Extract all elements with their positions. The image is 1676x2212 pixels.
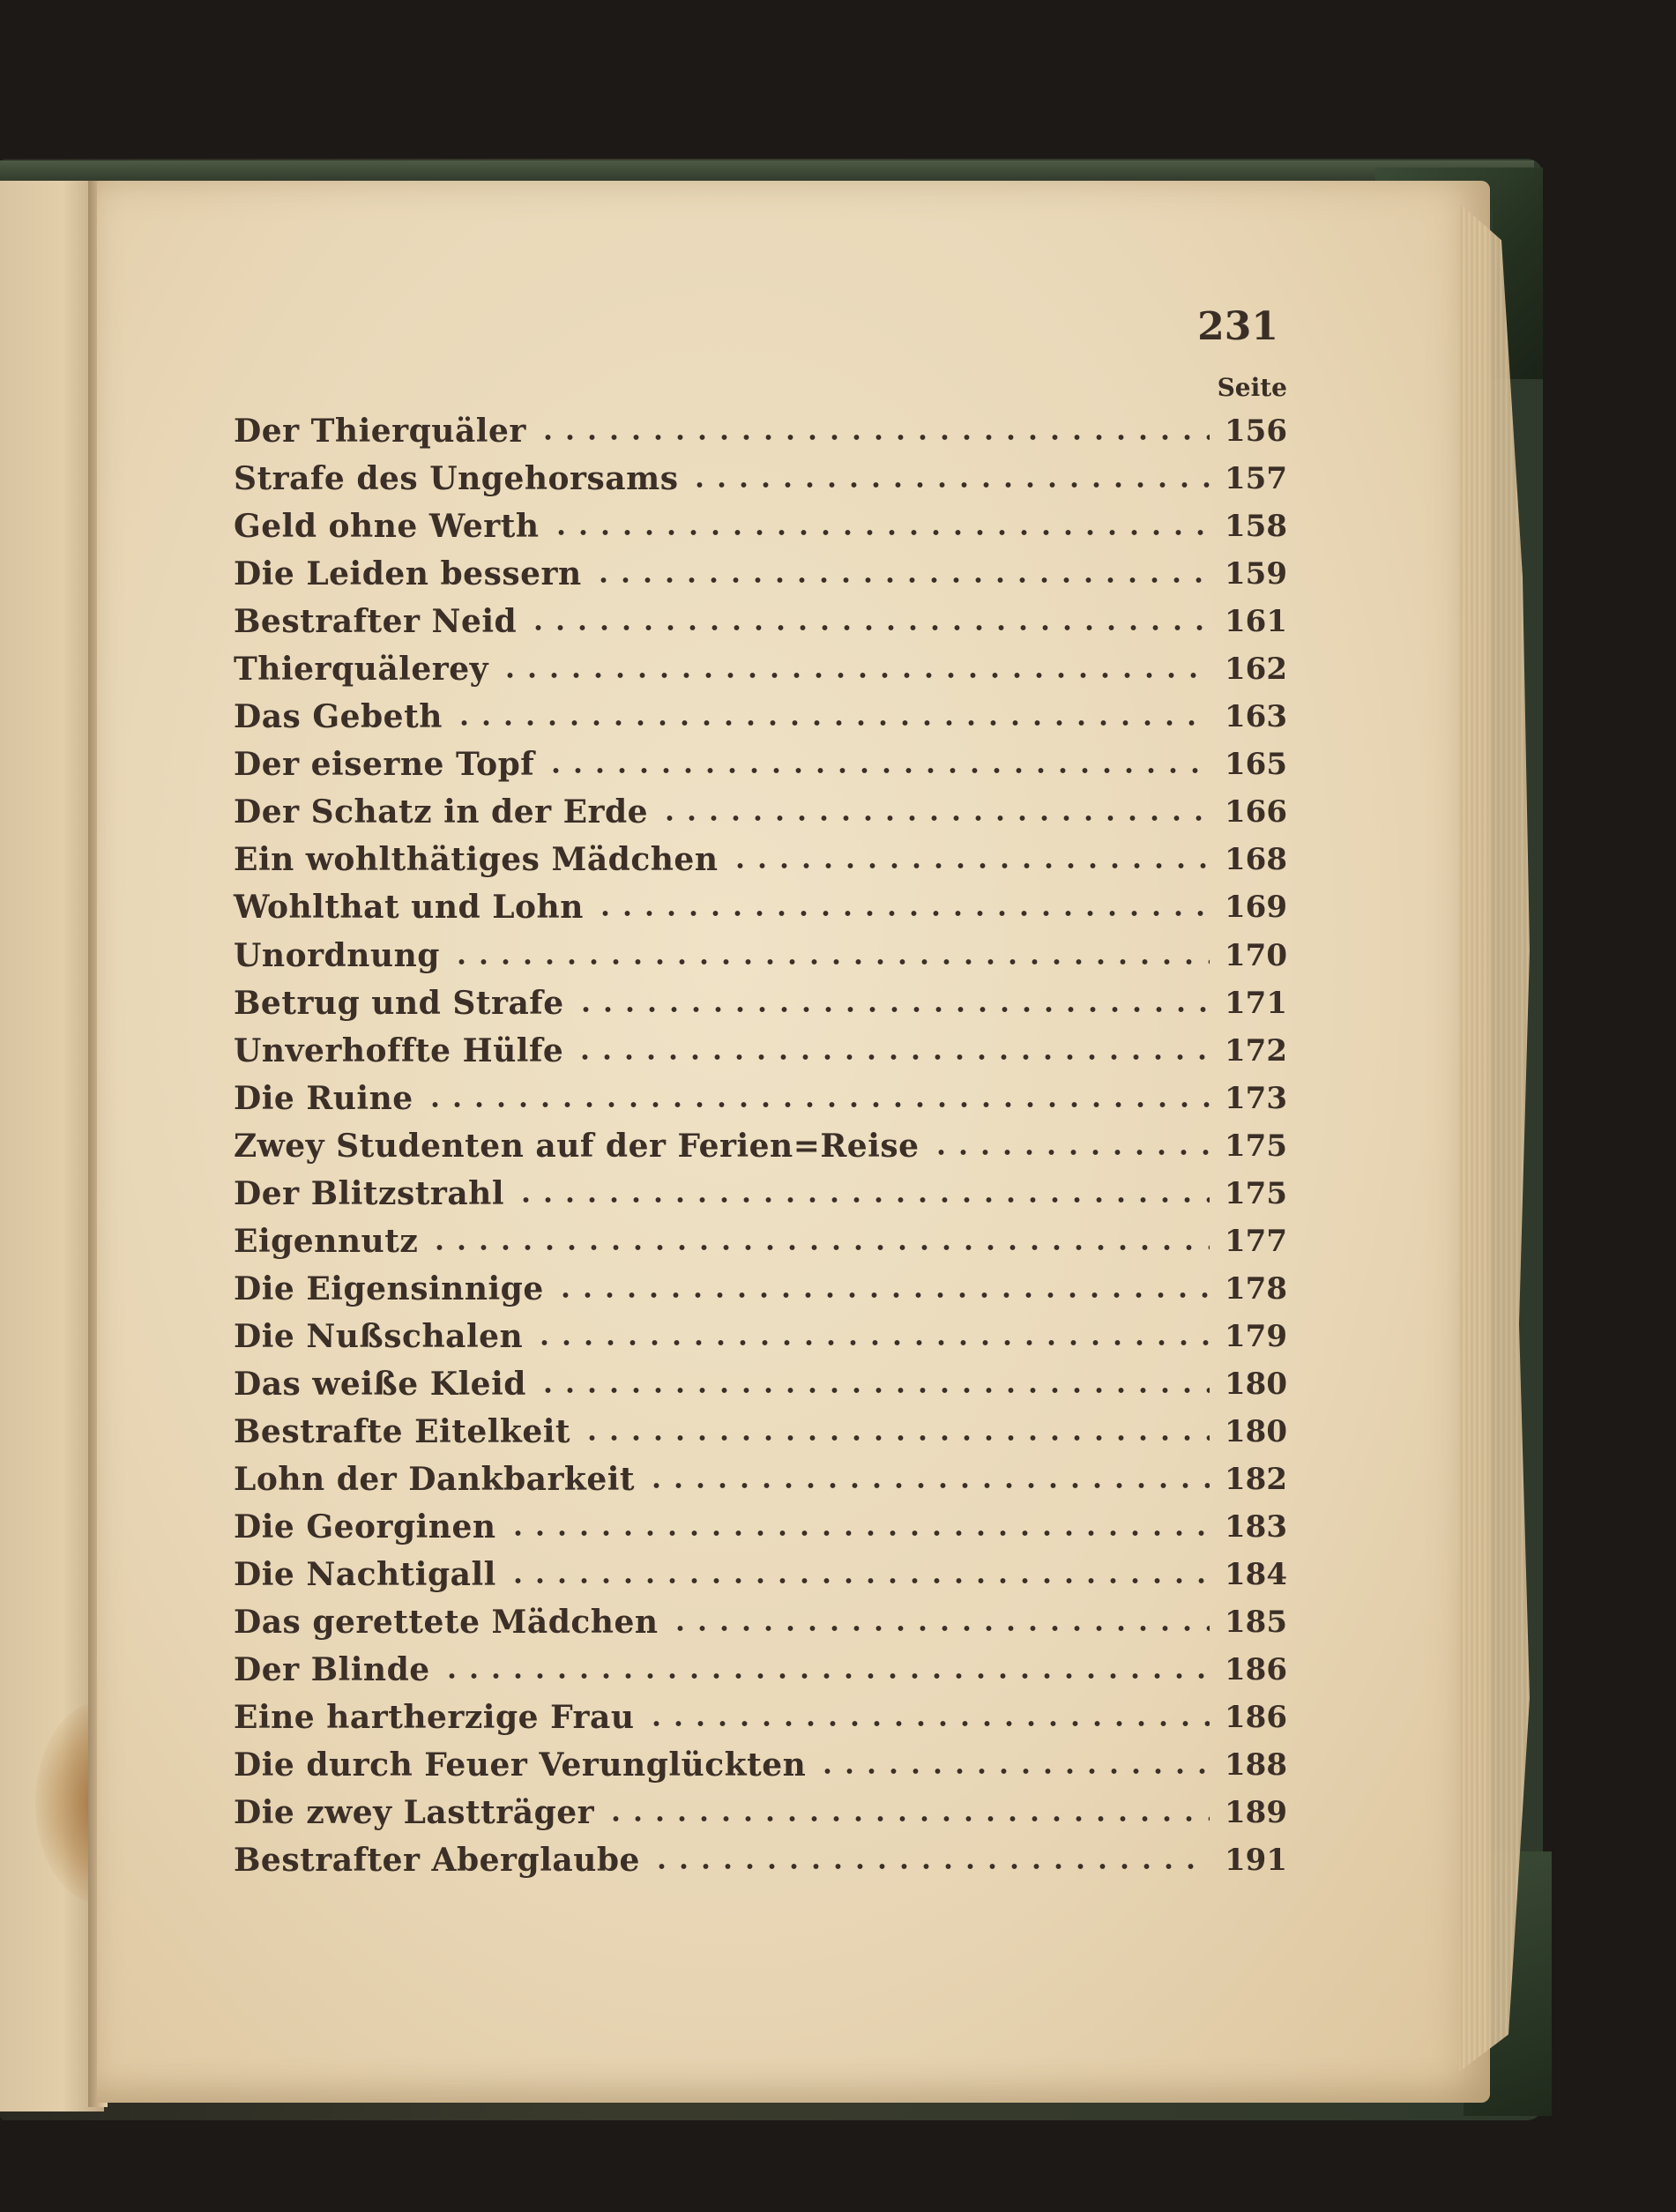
toc-entry	[234, 1313, 1287, 1360]
toc-entry	[234, 1456, 1287, 1503]
toc-entry	[234, 693, 1287, 741]
toc-entry-title: Die Eigensinnige	[234, 1270, 544, 1307]
toc-entry-title: Die Leiden bessern	[234, 555, 582, 593]
toc-entry-title: Das gerettete Mädchen	[234, 1604, 659, 1642]
toc-entry-title: Das Gebeth	[234, 698, 443, 736]
dot-leader	[550, 527, 1210, 538]
toc-entry	[234, 1836, 1287, 1884]
toc-entry	[234, 836, 1287, 883]
toc-entry	[234, 598, 1287, 645]
toc-entry-title: Zwey Studenten auf der Ferien=Reise	[234, 1127, 920, 1165]
toc-entry-page: 166	[1225, 794, 1287, 830]
toc-entry-page: 158	[1225, 509, 1287, 545]
toc-entry-page: 175	[1225, 1175, 1287, 1211]
toc-entry-page: 184	[1225, 1557, 1287, 1593]
dot-leader	[428, 1242, 1210, 1253]
dot-leader	[537, 1385, 1210, 1396]
toc-entry-title: Die Ruine	[234, 1079, 413, 1117]
toc-entry-page: 186	[1225, 1652, 1287, 1688]
toc-entry-title: Die Georginen	[234, 1508, 496, 1546]
toc-entry-title: Ein wohlthätiges Mädchen	[234, 841, 719, 879]
toc-entry-page: 189	[1225, 1795, 1287, 1831]
toc-entry	[234, 1503, 1287, 1551]
dot-leader	[424, 1099, 1210, 1110]
toc-entry-title: Eigennutz	[234, 1222, 419, 1260]
toc-entry	[234, 550, 1287, 598]
toc-entry-page: 186	[1225, 1700, 1287, 1736]
toc-entry-page: 170	[1225, 937, 1287, 973]
toc-entry-page: 168	[1225, 842, 1287, 878]
toc-entry	[234, 455, 1287, 503]
dot-leader	[515, 1195, 1210, 1205]
toc-entry-title: Der Thierquäler	[234, 413, 526, 451]
page-number: 231	[1197, 304, 1278, 349]
dot-leader	[507, 1528, 1210, 1538]
dot-leader	[659, 813, 1210, 823]
toc-entry	[234, 1360, 1287, 1408]
toc-entry-page: 183	[1225, 1509, 1287, 1545]
toc-entry-title: Das weiße Kleid	[234, 1365, 526, 1403]
toc-entry-page: 163	[1225, 699, 1287, 735]
table-of-contents	[234, 407, 1287, 1884]
dot-leader	[645, 1718, 1210, 1729]
toc-entry-title: Der Blinde	[234, 1651, 430, 1689]
toc-entry	[234, 1027, 1287, 1075]
dot-leader	[507, 1575, 1210, 1586]
toc-entry	[234, 1170, 1287, 1218]
toc-entry	[234, 503, 1287, 550]
toc-entry-page: 185	[1225, 1605, 1287, 1641]
toc-entry	[234, 883, 1287, 931]
toc-entry-title: Unordnung	[234, 936, 440, 974]
toc-entry-page: 173	[1225, 1080, 1287, 1116]
toc-entry-page: 188	[1225, 1747, 1287, 1784]
dot-leader	[555, 1290, 1210, 1300]
toc-entry	[234, 1789, 1287, 1836]
toc-entry-page: 180	[1225, 1414, 1287, 1449]
toc-entry	[234, 645, 1287, 693]
toc-entry-title: Strafe des Ungehorsams	[234, 460, 679, 498]
toc-entry	[234, 1408, 1287, 1456]
dot-leader	[605, 1814, 1210, 1824]
toc-entry	[234, 1646, 1287, 1694]
toc-entry-page: 169	[1225, 890, 1287, 926]
toc-entry-title: Thierquälerey	[234, 651, 489, 689]
toc-entry-page: 162	[1225, 652, 1287, 688]
toc-entry-page: 165	[1225, 747, 1287, 783]
toc-entry-page: 172	[1225, 1032, 1287, 1069]
dot-leader	[545, 765, 1210, 776]
dot-leader	[594, 908, 1210, 919]
toc-entry	[234, 1265, 1287, 1313]
toc-entry-title: Der Schatz in der Erde	[234, 793, 649, 831]
dot-leader	[645, 1480, 1210, 1491]
toc-entry-title: Unverhoffte Hülfe	[234, 1032, 564, 1069]
toc-entry	[234, 741, 1287, 788]
toc-entry-title: Die Nußschalen	[234, 1317, 524, 1355]
toc-entry-title: Bestrafter Neid	[234, 603, 518, 641]
toc-entry	[234, 1218, 1287, 1265]
toc-entry-title: Der eiserne Topf	[234, 746, 535, 784]
dot-leader	[669, 1623, 1210, 1634]
toc-entry-page: 159	[1225, 556, 1287, 592]
toc-entry	[234, 1551, 1287, 1598]
toc-entry	[234, 979, 1287, 1027]
dot-leader	[499, 670, 1210, 681]
dot-leader	[441, 1671, 1210, 1681]
toc-entry	[234, 788, 1287, 836]
dot-leader	[930, 1147, 1210, 1158]
page-column-label: Seite	[1217, 373, 1287, 402]
toc-entry-title: Die zwey Lastträger	[234, 1794, 595, 1832]
toc-entry	[234, 1122, 1287, 1170]
toc-entry	[234, 1741, 1287, 1789]
toc-entry	[234, 932, 1287, 979]
toc-entry	[234, 1694, 1287, 1741]
dot-leader	[689, 480, 1210, 490]
dot-leader	[581, 1433, 1210, 1443]
toc-entry	[234, 1075, 1287, 1122]
toc-entry-title: Wohlthat und Lohn	[234, 889, 584, 927]
dot-leader	[816, 1766, 1210, 1776]
toc-entry-title: Bestrafter Aberglaube	[234, 1842, 640, 1880]
toc-entry	[234, 1598, 1287, 1646]
toc-entry-page: 171	[1225, 985, 1287, 1021]
toc-entry-page: 182	[1225, 1462, 1287, 1498]
toc-entry-title: Der Blitzstrahl	[234, 1174, 505, 1212]
toc-entry-page: 175	[1225, 1128, 1287, 1164]
dot-leader	[533, 1337, 1210, 1348]
dot-leader	[592, 575, 1210, 585]
toc-entry-title: Geld ohne Werth	[234, 508, 540, 546]
toc-entry-page: 180	[1225, 1366, 1287, 1402]
toc-entry-title: Die Nachtigall	[234, 1556, 496, 1594]
dot-leader	[575, 1004, 1210, 1015]
toc-entry-title: Die durch Feuer Verunglückten	[234, 1747, 807, 1784]
toc-entry-page: 157	[1225, 461, 1287, 497]
dot-leader	[651, 1861, 1210, 1872]
toc-entry-page: 178	[1225, 1270, 1287, 1307]
toc-entry-page: 161	[1225, 604, 1287, 640]
toc-entry-page: 191	[1225, 1843, 1287, 1879]
toc-entry	[234, 407, 1287, 455]
dot-leader	[453, 718, 1210, 728]
toc-entry-page: 156	[1225, 413, 1287, 450]
dot-leader	[527, 622, 1210, 633]
toc-entry-title: Bestrafte Eitelkeit	[234, 1413, 571, 1450]
toc-entry-page: 177	[1225, 1223, 1287, 1259]
dot-leader	[574, 1052, 1210, 1062]
dot-leader	[451, 957, 1210, 967]
dot-leader	[537, 432, 1210, 443]
toc-entry-title: Betrug und Strafe	[234, 984, 564, 1022]
toc-entry-title: Lohn der Dankbarkeit	[234, 1461, 636, 1499]
dot-leader	[729, 860, 1210, 871]
toc-entry-title: Eine hartherzige Frau	[234, 1699, 635, 1737]
toc-entry-page: 179	[1225, 1318, 1287, 1354]
